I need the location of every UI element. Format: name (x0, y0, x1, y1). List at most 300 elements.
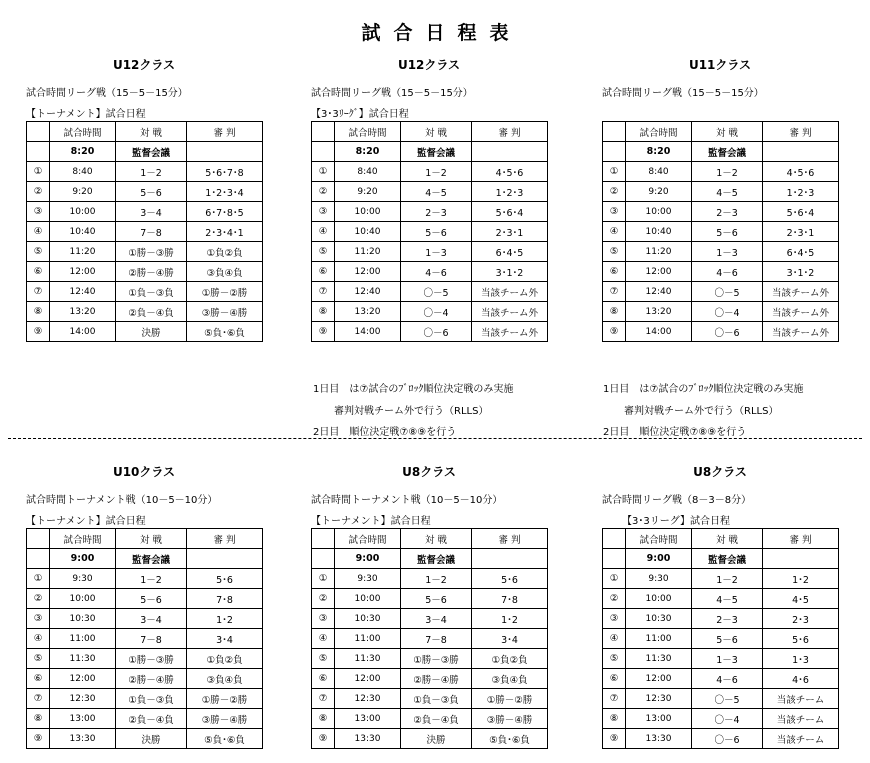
time-cell: 9:00 (50, 549, 116, 569)
referee-cell: 5･6･7･8 (187, 162, 263, 182)
matchup-cell: 〇－6 (401, 322, 472, 342)
header-cell: 対 戦 (692, 122, 763, 142)
matchup-cell: 2－3 (692, 202, 763, 222)
match-number-cell: ② (603, 589, 626, 609)
time-cell: 10:00 (626, 202, 692, 222)
time-cell: 11:20 (50, 242, 116, 262)
matchup-cell: ①勝－③勝 (116, 242, 187, 262)
matchup-cell: 3－4 (116, 202, 187, 222)
time-cell: 8:20 (335, 142, 401, 162)
matchup-cell: 2－3 (401, 202, 472, 222)
time-cell: 12:40 (335, 282, 401, 302)
time-cell: 9:20 (335, 182, 401, 202)
time-cell: 11:30 (626, 649, 692, 669)
matchup-cell: ②勝－④勝 (116, 669, 187, 689)
table-row (312, 242, 548, 262)
header-cell-blank (312, 529, 335, 549)
match-number-cell: ⑥ (27, 262, 50, 282)
time-cell: 11:20 (335, 242, 401, 262)
referee-cell: 3･4 (187, 629, 263, 649)
table-header-row (27, 122, 263, 142)
table-row (603, 222, 839, 242)
match-format-line: 試合時間リーグ戦（15－5－15分） (26, 88, 188, 99)
matchup-cell: 監督会議 (116, 549, 187, 569)
matchup-cell: 7－8 (116, 629, 187, 649)
referee-cell (187, 549, 263, 569)
table-row (603, 709, 839, 729)
schedule-table (26, 121, 263, 342)
matchup-cell: 〇－5 (692, 282, 763, 302)
match-number-cell: ⑤ (312, 649, 335, 669)
match-number-cell: ① (312, 162, 335, 182)
match-number-cell: ⑦ (27, 689, 50, 709)
table-row (312, 689, 548, 709)
table-row (312, 202, 548, 222)
header-cell: 審 判 (472, 529, 548, 549)
table-row (312, 669, 548, 689)
matchup-cell: 監督会議 (692, 142, 763, 162)
match-number-cell: ⑨ (312, 729, 335, 749)
referee-cell: 当該チーム外 (763, 302, 839, 322)
time-cell: 10:00 (335, 589, 401, 609)
matchup-cell: 5－6 (692, 629, 763, 649)
table-row (603, 629, 839, 649)
match-number-cell (312, 142, 335, 162)
matchup-cell: 監督会議 (692, 549, 763, 569)
referee-cell: 当該チーム (763, 729, 839, 749)
schedule-type-line: 【トーナメント】試合日程 (26, 109, 146, 120)
time-cell: 13:00 (50, 709, 116, 729)
match-number-cell: ③ (603, 202, 626, 222)
note-mid-1: 1日目 は⑦試合のﾌﾞﾛｯｸ順位決定戦のみ実施 (313, 384, 514, 395)
matchup-cell: ①勝－③勝 (116, 649, 187, 669)
match-number-cell: ④ (312, 222, 335, 242)
match-number-cell: ⑤ (603, 649, 626, 669)
referee-cell (763, 549, 839, 569)
time-cell: 10:30 (335, 609, 401, 629)
match-format-line: 試合時間リーグ戦（15－5－15分） (602, 88, 764, 99)
referee-cell: 4･6 (763, 669, 839, 689)
table-row (603, 162, 839, 182)
matchup-cell: 1－2 (116, 569, 187, 589)
header-cell: 試合時間 (335, 529, 401, 549)
matchup-cell: 〇－5 (692, 689, 763, 709)
time-cell: 10:40 (335, 222, 401, 242)
time-cell: 13:20 (335, 302, 401, 322)
match-number-cell: ② (27, 589, 50, 609)
referee-cell: 6･4･5 (472, 242, 548, 262)
matchup-cell: 4－5 (401, 182, 472, 202)
matchup-cell: 〇－5 (401, 282, 472, 302)
time-cell: 10:40 (50, 222, 116, 242)
match-number-cell: ⑥ (603, 262, 626, 282)
table-header-row (603, 122, 839, 142)
matchup-cell: ②勝－④勝 (401, 669, 472, 689)
header-cell: 試合時間 (50, 122, 116, 142)
schedule-type-line: 【トーナメント】試合日程 (311, 516, 431, 527)
time-cell: 13:20 (50, 302, 116, 322)
match-number-cell: ⑦ (312, 282, 335, 302)
referee-cell: ③勝－④勝 (472, 709, 548, 729)
match-number-cell: ③ (27, 609, 50, 629)
table-row (312, 589, 548, 609)
table-row (603, 669, 839, 689)
match-number-cell: ⑨ (27, 729, 50, 749)
matchup-cell: ①負－③負 (116, 689, 187, 709)
referee-cell: ③負④負 (187, 262, 263, 282)
header-cell: 対 戦 (116, 122, 187, 142)
match-number-cell: ⑧ (603, 302, 626, 322)
time-cell: 10:40 (626, 222, 692, 242)
table-row (312, 262, 548, 282)
referee-cell: 7･8 (472, 589, 548, 609)
table-row (312, 322, 548, 342)
schedule-type-line: 【3･3ﾘｰｸﾞ】試合日程 (311, 109, 409, 120)
header-cell: 審 判 (763, 122, 839, 142)
matchup-cell: 決勝 (116, 322, 187, 342)
time-cell: 9:00 (626, 549, 692, 569)
time-cell: 13:30 (335, 729, 401, 749)
referee-cell: 2･3･1 (472, 222, 548, 242)
match-number-cell: ⑦ (27, 282, 50, 302)
time-cell: 8:40 (50, 162, 116, 182)
schedule-table (311, 528, 548, 749)
match-format-line: 試合時間トーナメント戦（10－5－10分） (311, 495, 503, 506)
matchup-cell: 監督会議 (116, 142, 187, 162)
header-cell-blank (312, 122, 335, 142)
table-row (27, 609, 263, 629)
referee-cell: 5･6 (763, 629, 839, 649)
table-header-row (312, 122, 548, 142)
time-cell: 12:30 (626, 689, 692, 709)
table-row (603, 589, 839, 609)
match-number-cell: ⑥ (312, 669, 335, 689)
match-format-line: 試合時間リーグ戦（15－5－15分） (311, 88, 473, 99)
match-number-cell: ① (603, 162, 626, 182)
matchup-cell: 4－6 (692, 262, 763, 282)
match-number-cell: ③ (312, 202, 335, 222)
match-number-cell: ② (27, 182, 50, 202)
class-title: U8クラス (402, 465, 456, 479)
referee-cell: 当該チーム外 (763, 282, 839, 302)
time-cell: 10:00 (50, 589, 116, 609)
referee-cell: ⑤負･⑥負 (472, 729, 548, 749)
match-number-cell: ④ (603, 629, 626, 649)
header-cell-blank (603, 122, 626, 142)
matchup-cell: 5－6 (401, 589, 472, 609)
match-number-cell: ⑨ (312, 322, 335, 342)
table-row (27, 262, 263, 282)
match-format-line: 試合時間トーナメント戦（10－5－10分） (26, 495, 218, 506)
time-cell: 12:00 (50, 669, 116, 689)
schedule-table (602, 121, 839, 342)
matchup-cell: 1－2 (692, 569, 763, 589)
referee-cell (187, 142, 263, 162)
match-number-cell: ⑨ (603, 322, 626, 342)
table-row (312, 302, 548, 322)
match-number-cell: ① (312, 569, 335, 589)
referee-cell: 当該チーム (763, 709, 839, 729)
matchup-cell: 7－8 (401, 629, 472, 649)
table-row (603, 322, 839, 342)
match-number-cell: ① (603, 569, 626, 589)
matchup-cell: 1－3 (692, 242, 763, 262)
matchup-cell: 3－4 (401, 609, 472, 629)
referee-cell: ①勝－②勝 (187, 689, 263, 709)
matchup-cell: 4－6 (401, 262, 472, 282)
matchup-cell: 〇－4 (692, 302, 763, 322)
matchup-cell: 5－6 (692, 222, 763, 242)
referee-cell: ③負④負 (472, 669, 548, 689)
match-number-cell: ⑧ (312, 302, 335, 322)
matchup-cell: 決勝 (116, 729, 187, 749)
table-row (312, 549, 548, 569)
time-cell: 9:30 (626, 569, 692, 589)
referee-cell (472, 549, 548, 569)
time-cell: 8:20 (50, 142, 116, 162)
time-cell: 11:00 (50, 629, 116, 649)
referee-cell: 1･2･3 (472, 182, 548, 202)
matchup-cell: 1－3 (401, 242, 472, 262)
matchup-cell: ②負－④負 (116, 302, 187, 322)
matchup-cell: 1－2 (401, 569, 472, 589)
match-number-cell (27, 549, 50, 569)
time-cell: 12:00 (626, 669, 692, 689)
time-cell: 9:00 (335, 549, 401, 569)
header-cell: 対 戦 (692, 529, 763, 549)
table-row (312, 729, 548, 749)
match-number-cell: ⑤ (27, 649, 50, 669)
referee-cell: 4･5･6 (763, 162, 839, 182)
table-row (312, 222, 548, 242)
header-cell: 審 判 (763, 529, 839, 549)
match-number-cell: ⑦ (603, 689, 626, 709)
header-cell: 審 判 (187, 529, 263, 549)
header-cell-blank (603, 529, 626, 549)
referee-cell (763, 142, 839, 162)
referee-cell: 4･5 (763, 589, 839, 609)
header-cell: 試合時間 (626, 529, 692, 549)
time-cell: 9:30 (335, 569, 401, 589)
referee-cell: ③勝－④勝 (187, 709, 263, 729)
matchup-cell: 4－5 (692, 182, 763, 202)
referee-cell: 1･2 (187, 609, 263, 629)
match-number-cell: ⑧ (27, 709, 50, 729)
time-cell: 12:00 (335, 262, 401, 282)
referee-cell: 5･6 (187, 569, 263, 589)
matchup-cell: 1－2 (401, 162, 472, 182)
table-row (312, 182, 548, 202)
referee-cell: 1･2･3 (763, 182, 839, 202)
match-number-cell: ⑨ (603, 729, 626, 749)
note-mid-2: 審判対戦チーム外で行う（RLLS） (334, 406, 489, 417)
time-cell: 12:40 (626, 282, 692, 302)
match-number-cell: ⑦ (312, 689, 335, 709)
note-mid-3: 2日目 順位決定戦⑦⑧⑨を行う (313, 427, 457, 438)
matchup-cell: ①負－③負 (116, 282, 187, 302)
time-cell: 12:00 (626, 262, 692, 282)
match-number-cell: ⑧ (603, 709, 626, 729)
schedule-block (26, 463, 266, 763)
table-row (27, 182, 263, 202)
time-cell: 10:30 (50, 609, 116, 629)
table-row (27, 649, 263, 669)
table-row (603, 202, 839, 222)
table-row (27, 589, 263, 609)
matchup-cell: 5－6 (116, 589, 187, 609)
referee-cell: 当該チーム外 (763, 322, 839, 342)
schedule-block (26, 56, 266, 356)
referee-cell: ①勝－②勝 (187, 282, 263, 302)
match-number-cell: ② (312, 589, 335, 609)
time-cell: 12:30 (50, 689, 116, 709)
match-number-cell: ⑤ (312, 242, 335, 262)
time-cell: 12:40 (50, 282, 116, 302)
match-format-line: 試合時間リーグ戦（8－3－8分） (602, 495, 752, 506)
note-right-1: 1日目 は⑦試合のﾌﾞﾛｯｸ順位決定戦のみ実施 (603, 384, 804, 395)
time-cell: 9:20 (50, 182, 116, 202)
time-cell: 11:00 (335, 629, 401, 649)
match-number-cell (603, 142, 626, 162)
table-row (603, 182, 839, 202)
matchup-cell: 〇－4 (401, 302, 472, 322)
time-cell: 10:00 (50, 202, 116, 222)
table-row (27, 629, 263, 649)
matchup-cell: 2－3 (692, 609, 763, 629)
time-cell: 12:00 (50, 262, 116, 282)
matchup-cell: 3－4 (116, 609, 187, 629)
match-number-cell: ① (27, 162, 50, 182)
class-title: U8クラス (693, 465, 747, 479)
header-cell: 対 戦 (401, 529, 472, 549)
table-row (27, 202, 263, 222)
referee-cell: 1･2 (763, 569, 839, 589)
schedule-block (311, 463, 551, 763)
referee-cell: ③負④負 (187, 669, 263, 689)
match-number-cell: ① (27, 569, 50, 589)
time-cell: 9:30 (50, 569, 116, 589)
class-title: U12クラス (397, 58, 461, 72)
table-row (603, 242, 839, 262)
table-row (312, 282, 548, 302)
matchup-cell: 4－6 (692, 669, 763, 689)
referee-cell: ①負②負 (187, 649, 263, 669)
table-row (312, 629, 548, 649)
table-row (27, 162, 263, 182)
matchup-cell: 監督会議 (401, 549, 472, 569)
time-cell: 14:00 (50, 322, 116, 342)
match-number-cell: ⑨ (27, 322, 50, 342)
time-cell: 11:00 (626, 629, 692, 649)
referee-cell: ①勝－②勝 (472, 689, 548, 709)
referee-cell: 1･2 (472, 609, 548, 629)
table-row (27, 549, 263, 569)
match-number-cell (27, 142, 50, 162)
header-cell: 審 判 (187, 122, 263, 142)
time-cell: 9:20 (626, 182, 692, 202)
matchup-cell: ①勝－③勝 (401, 649, 472, 669)
match-number-cell: ③ (603, 609, 626, 629)
time-cell: 8:40 (335, 162, 401, 182)
matchup-cell: ②負－④負 (401, 709, 472, 729)
schedule-block (311, 56, 551, 356)
table-row (27, 569, 263, 589)
table-row (603, 282, 839, 302)
schedule-table (311, 121, 548, 342)
table-row (603, 549, 839, 569)
referee-cell: 3･1･2 (763, 262, 839, 282)
matchup-cell: 7－8 (116, 222, 187, 242)
match-number-cell: ⑤ (27, 242, 50, 262)
note-right-2: 審判対戦チーム外で行う（RLLS） (624, 406, 779, 417)
table-row (27, 729, 263, 749)
table-header-row (312, 529, 548, 549)
referee-cell: ①負②負 (187, 242, 263, 262)
referee-cell: 当該チーム外 (472, 282, 548, 302)
time-cell: 11:30 (50, 649, 116, 669)
referee-cell: 2･3･1 (763, 222, 839, 242)
match-number-cell: ⑥ (603, 669, 626, 689)
table-row (603, 142, 839, 162)
match-number-cell: ④ (603, 222, 626, 242)
schedule-type-line: 【3･3リーグ】試合日程 (622, 516, 731, 527)
table-row (27, 282, 263, 302)
time-cell: 10:00 (335, 202, 401, 222)
time-cell: 11:20 (626, 242, 692, 262)
time-cell: 13:30 (50, 729, 116, 749)
match-number-cell: ② (603, 182, 626, 202)
table-row (312, 609, 548, 629)
table-row (603, 262, 839, 282)
table-header-row (603, 529, 839, 549)
table-row (603, 689, 839, 709)
matchup-cell: 1－2 (692, 162, 763, 182)
referee-cell: 1･2･3･4 (187, 182, 263, 202)
match-number-cell: ③ (27, 202, 50, 222)
referee-cell: ⑤負･⑥負 (187, 322, 263, 342)
time-cell: 10:30 (626, 609, 692, 629)
class-title: U10クラス (112, 465, 176, 479)
referee-cell: 2･3 (763, 609, 839, 629)
matchup-cell: ②負－④負 (116, 709, 187, 729)
referee-cell: ⑤負･⑥負 (187, 729, 263, 749)
referee-cell: ①負②負 (472, 649, 548, 669)
matchup-cell: 〇－4 (692, 709, 763, 729)
schedule-block (602, 56, 842, 356)
table-row (27, 142, 263, 162)
referee-cell: 当該チーム外 (472, 322, 548, 342)
match-number-cell: ⑥ (27, 669, 50, 689)
referee-cell: 7･8 (187, 589, 263, 609)
match-number-cell: ④ (312, 629, 335, 649)
table-row (27, 322, 263, 342)
match-number-cell: ⑤ (603, 242, 626, 262)
table-row (27, 242, 263, 262)
referee-cell: 5･6 (472, 569, 548, 589)
class-title: U12クラス (112, 58, 176, 72)
time-cell: 14:00 (335, 322, 401, 342)
match-number-cell: ③ (312, 609, 335, 629)
matchup-cell: 5－6 (116, 182, 187, 202)
referee-cell: 5･6･4 (763, 202, 839, 222)
match-number-cell: ⑧ (312, 709, 335, 729)
referee-cell: 3･1･2 (472, 262, 548, 282)
table-row (312, 162, 548, 182)
referee-cell: 4･5･6 (472, 162, 548, 182)
match-number-cell: ⑦ (603, 282, 626, 302)
table-row (27, 709, 263, 729)
time-cell: 13:00 (626, 709, 692, 729)
